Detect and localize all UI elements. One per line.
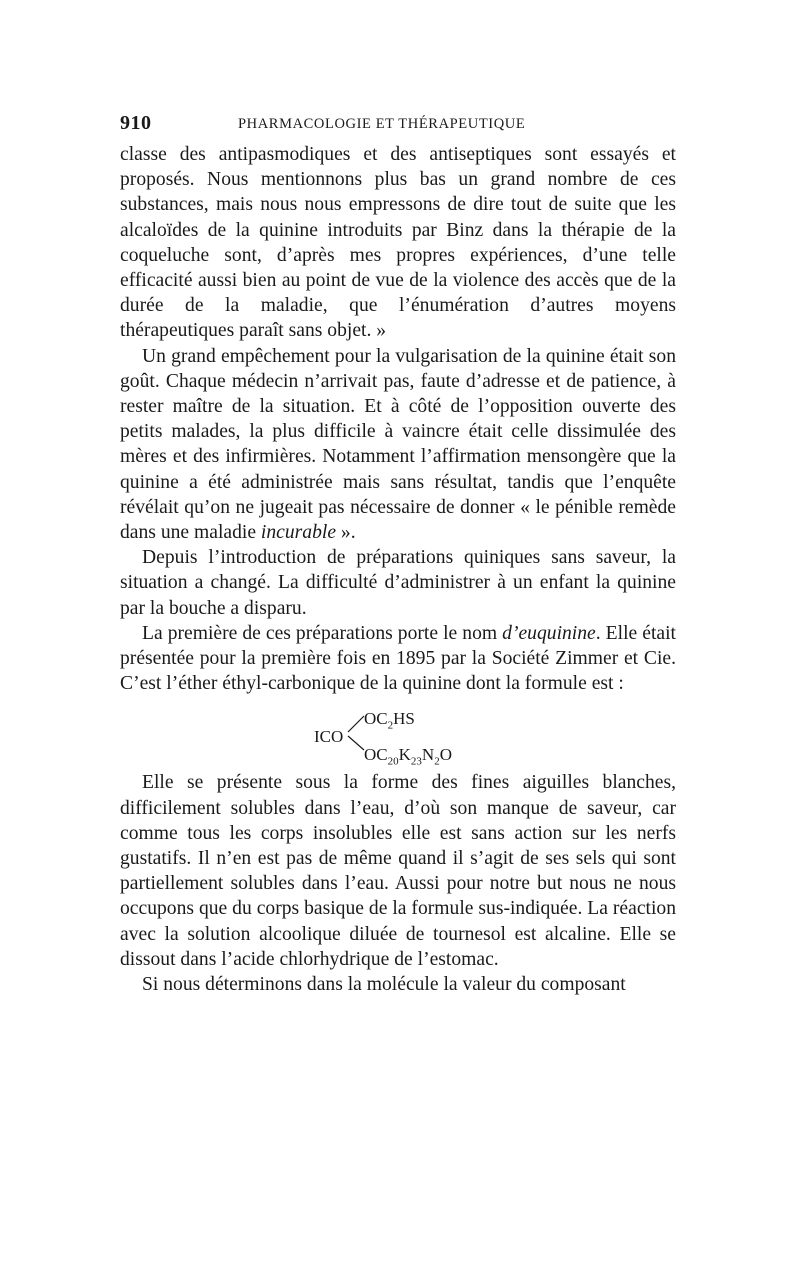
paragraph-3: Depuis l’introduction de préparations quiniques sans saveur, la situation a changé. La difficulté d’administrer à un enfant la quinine par la bouche a disparu. [120, 547, 676, 619]
formula-root: ICO [314, 727, 344, 747]
formula-lower-a: OC [364, 745, 388, 765]
paragraph-6: Si nous déterminons dans la molécule la valeur du composant [142, 974, 626, 996]
paragraph-1: classe des antipasmodiques et des antiseptiques sont essayés et proposés. Nous mentionnons plus bas un grand nombre de ces substances, mais nous nous empressons de dire tout de suite que les alcaloïdes de la quinine introduits par Binz dans la thérapie de la coqueluche sont, d’après mes propres expériences, d’une telle efficacité aussi bien au point de vue de la violence des accès que de la durée de la maladie, que l’énumération d’autres moyens thérapeutiques paraît sans objet. » [120, 144, 676, 342]
formula-lower-sub1: 20 [387, 755, 399, 768]
paragraph-2-italic: incurable [260, 522, 337, 544]
paragraph-2-end: ». [336, 522, 356, 544]
paragraph-4-italic: d’euquinine [502, 622, 596, 644]
paragraph-2-text: Un grand empêchement pour la vulgarisation de la quinine était son goût. Chaque médecin n’arrivait pas, faute d’adresse et de patience, à rester maître de la situation. Et à côté de l’opposition ouverte des petits malades, la plus difficile à vaincre était celle dissimulée des mères et des infirmières. Notamment l’affirmation mensongère que la quinine a été administrée mais sans résultat, tandis que l’enquête révélait qu’on ne jugeait pas nécessaire de donner « le pénible remède dans une maladie [120, 345, 676, 544]
formula-lower-b: K [398, 745, 411, 765]
paragraph-4 [120, 621, 676, 697]
paragraph-2 [120, 344, 676, 546]
formula-upper-sub: 2 [387, 719, 394, 732]
formula-branch-lines [346, 714, 366, 754]
paragraph-4-text: La première de ces préparations porte le nom [142, 622, 503, 644]
paragraph-4-end: . Elle était présentée pour la première fois en 1895 par la Société Zimmer et Cie. C’est l’éther éthyl-carbonique de la quinine dont la formule est : [120, 622, 676, 695]
formula-lower-branch [364, 742, 452, 767]
formula-upper-b: HS [393, 709, 415, 729]
running-title: PHARMACOLOGIE ET THÉRAPEUTIQUE [238, 116, 526, 132]
paragraph-5: Elle se présente sous la forme des fines aiguilles blanches, difficilement solubles dans l’eau, d’où son manque de saveur, car comme tous les corps insolubles elle est sans action sur les nerfs gustatifs. Il n’en est pas de même quand il s’agit de ses sels qui sont partiellement solubles dans l’eau. Aussi pour notre but nous ne nous occupons que du corps basique de la formule sus-indiquée. La réaction avec la solution alcoolique diluée de tournesol est alcaline. Elle se dissout dans l’acide chlorhydrique de l’estomac. [120, 772, 676, 970]
formula-lower-sub2: 23 [410, 755, 422, 768]
formula-lower-sub3: 2 [434, 755, 440, 768]
page-header [120, 112, 676, 142]
page-number: 910 [120, 112, 152, 134]
formula-upper-a: OC [364, 709, 388, 729]
book-page [120, 112, 676, 997]
formula-lower-d: O [439, 745, 452, 765]
chemical-formula [120, 702, 676, 768]
formula-upper-branch [364, 706, 415, 731]
formula-lower-c: N [421, 745, 435, 765]
body-text [120, 142, 676, 997]
